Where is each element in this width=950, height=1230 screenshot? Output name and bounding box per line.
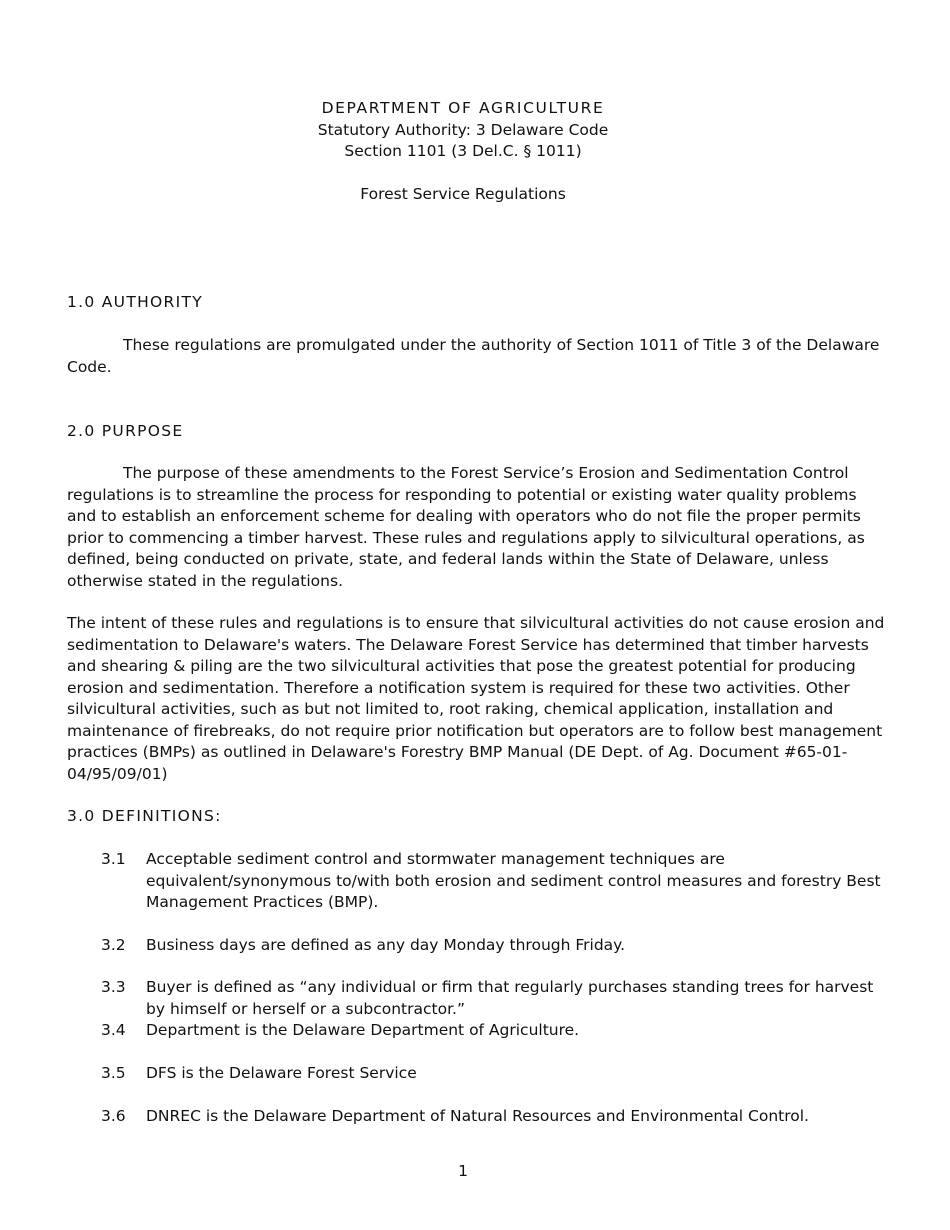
page-number: 1 — [458, 1162, 468, 1180]
document-title: Forest Service Regulations — [360, 184, 566, 203]
authority-paragraph: These regulations are promulgated under the authority of Section 1011 of Title 3 of the Delaware Code. — [67, 336, 880, 376]
definition-number: 3.1 — [101, 850, 126, 868]
authority-heading: 1.0 AUTHORITY — [67, 293, 204, 311]
purpose-paragraph-1: The purpose of these amendments to the Forest Service’s Erosion and Sedimentation Control regulations is to streamline the process for responding to potential or existing water quality problems and to establish an enforcement scheme for dealing with operators who do not file the proper permits prior to commencing a timber harvest. These rules and regulations apply to silvicultural operations, as defined, being conducted on private, state, and federal lands within the State of Delaware, unless otherwise stated in the regulations. — [67, 464, 865, 590]
department-name: DEPARTMENT OF AGRICULTURE — [321, 99, 605, 117]
definition-item — [101, 1063, 881, 1085]
definition-text: Department is the Delaware Department of Agriculture. — [146, 1021, 580, 1039]
statutory-authority: Statutory Authority: 3 Delaware Code — [317, 120, 609, 139]
definition-number: 3.4 — [101, 1021, 126, 1039]
definition-number: 3.6 — [101, 1107, 126, 1125]
code-section: Section 1101 (3 Del.C. § 1011) — [344, 142, 582, 160]
definition-text: Business days are defined as any day Monday through Friday. — [146, 936, 626, 954]
definition-item — [101, 977, 881, 1020]
definition-item — [101, 935, 881, 957]
purpose-heading: 2.0 PURPOSE — [67, 422, 184, 440]
definition-text: Buyer is defined as “any individual or firm that regularly purchases standing trees for harvest by himself or herself or a subcontractor.” — [146, 978, 874, 1018]
definition-number: 3.5 — [101, 1064, 126, 1082]
definition-text: Acceptable sediment control and stormwater management techniques are equivalent/synonymous to/with both erosion and sediment control measures and forestry Best Management Practices (BMP). — [146, 850, 881, 911]
definition-item — [101, 849, 881, 914]
definition-text: DFS is the Delaware Forest Service — [146, 1064, 417, 1082]
definition-item — [101, 1020, 881, 1042]
purpose-paragraph-2: The intent of these rules and regulations is to ensure that silvicultural activities do not cause erosion and sedimentation to Delaware's waters. The Delaware Forest Service has determined that timber harvests and shearing & piling are the two silvicultural activities that pose the greatest potential for producing erosion and sedimentation. Therefore a notification system is required for these two activities. Other silvicultural activities, such as but not limited to, root raking, chemical application, installation and maintenance of firebreaks, do not require prior notification but operators are to follow best management practices (BMPs) as outlined in Delaware's Forestry BMP Manual (DE Dept. of Ag. Document #65-01-04/95/09/01) — [67, 614, 885, 783]
definition-number: 3.2 — [101, 936, 126, 954]
definition-text: DNREC is the Delaware Department of Natural Resources and Environmental Control. — [146, 1107, 809, 1125]
definition-number: 3.3 — [101, 978, 126, 996]
definitions-heading: 3.0 DEFINITIONS: — [67, 807, 222, 825]
document-header — [0, 98, 926, 205]
definition-item — [101, 1106, 881, 1128]
